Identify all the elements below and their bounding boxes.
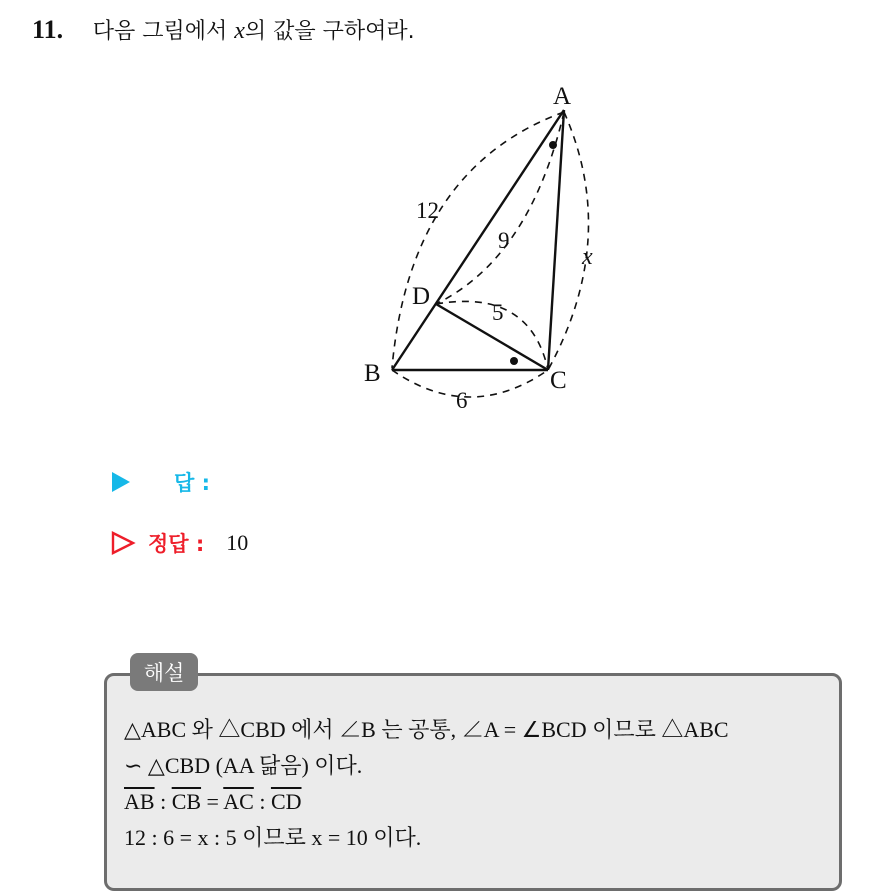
problem-text-after: 의 값을 구하여라.: [244, 19, 415, 44]
answer-row: [110, 467, 210, 497]
solution-tag: 해설: [130, 653, 198, 691]
ratio-term-cb: $\overline{CB}$: [171, 789, 202, 814]
segment-ac: [548, 110, 564, 370]
point-label-d: D: [412, 283, 431, 310]
point-label-b: B: [364, 360, 381, 387]
geometry-figure: [340, 78, 630, 418]
solution-line-2: ∽ △CBD (AA 닮음) 이다.: [124, 753, 363, 778]
ratio-term-cd: $\overline{CD}$: [270, 789, 302, 814]
answer-label: 답 :: [174, 471, 210, 495]
problem-text-before: 다음 그림에서: [92, 19, 235, 44]
problem-variable: x: [234, 18, 245, 44]
ratio-term-ab: $\overline{AB}$: [124, 789, 155, 814]
ratio-sep-2: :: [253, 789, 271, 814]
solution-ratio-line: [124, 784, 729, 820]
solution-line-1: △ABC 와 △CBD 에서 ∠B 는 공통, ∠A = ∠BCD 이므로 △ABC: [124, 717, 729, 742]
length-label-ad: 9: [498, 228, 510, 253]
outline-triangle-icon: [110, 530, 136, 556]
arc-bc-6: [392, 370, 548, 397]
ratio-term-ac: $\overline{AC}$: [223, 789, 254, 814]
ratio-eq: =: [201, 789, 224, 814]
point-label-c: C: [550, 367, 567, 394]
solution-content: [124, 712, 729, 856]
length-label-ac: x: [582, 244, 593, 270]
length-label-ab: 12: [416, 198, 439, 223]
correct-answer-value: 10: [226, 530, 249, 555]
problem-statement: [93, 19, 415, 44]
correct-answer-row: [110, 528, 248, 558]
correct-answer-label: 정답 :: [148, 532, 205, 556]
solution-line-4: 12 : 6 = x : 5 이므로 x = 10 이다.: [124, 825, 422, 850]
segment-ab: [392, 110, 564, 370]
length-label-dc: 5: [492, 300, 504, 325]
point-label-a: A: [553, 83, 572, 110]
problem-header: [32, 14, 415, 45]
length-label-bc: 6: [456, 388, 468, 413]
angle-mark-a: [549, 141, 557, 149]
ratio-sep-1: :: [154, 789, 172, 814]
angle-mark-c: [510, 357, 518, 365]
play-triangle-icon: [110, 470, 132, 494]
problem-number: 11.: [32, 15, 64, 44]
